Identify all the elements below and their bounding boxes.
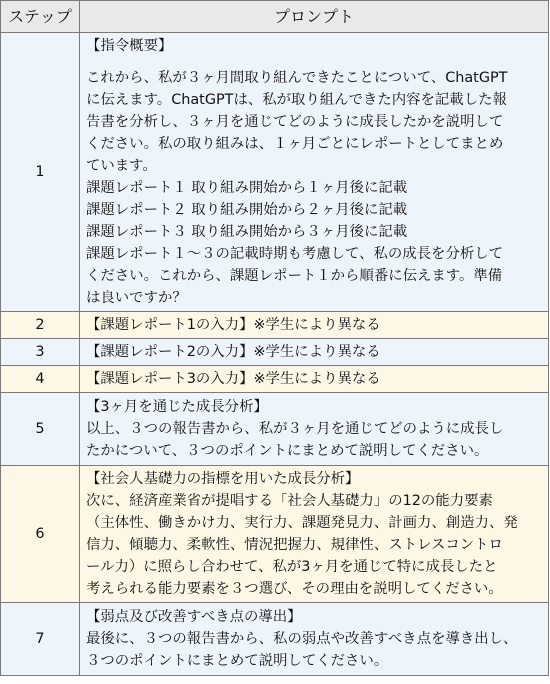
prompt-heading: 【3ヶ月を通じた成長分析】 (86, 399, 268, 415)
prompt-heading: 【指令概要】 (86, 38, 173, 54)
table-row-step-5 (1, 393, 549, 466)
step-number: 3 (1, 339, 80, 366)
prompt-note: ※学生により異なる (253, 371, 381, 387)
prompt-cell (80, 603, 549, 676)
prompt-heading: 【弱点及び改善すべき点の導出】 (86, 609, 302, 625)
table-row-step-6 (1, 466, 549, 603)
step-number: 2 (1, 312, 80, 339)
step-number: 5 (1, 393, 80, 466)
prompt-cell (80, 393, 549, 466)
prompt-body: 以上、３つの報告書から、私が３ヶ月を通じてどのように成長し たかについて、３つのポイントにまとめて説明してください。 (86, 421, 504, 459)
table-row-step-3 (1, 339, 549, 366)
prompt-heading: 【課題レポート2の入力】 (86, 344, 254, 360)
table-row-step-1 (1, 33, 549, 312)
table-row-step-7 (1, 603, 549, 676)
prompt-heading: 【社会人基礎力の指標を用いた成長分析】 (86, 471, 360, 487)
step-number: 1 (1, 33, 80, 312)
prompt-column-header: プロンプト (80, 1, 549, 33)
prompt-cell (80, 312, 549, 339)
step-column-header: ステップ (1, 1, 80, 33)
prompt-note: ※学生により異なる (253, 317, 381, 333)
prompt-cell (80, 366, 549, 393)
prompt-heading: 【課題レポート3の入力】 (86, 371, 254, 387)
step-number: 4 (1, 366, 80, 393)
prompt-heading: 【課題レポート1の入力】 (86, 317, 254, 333)
table-row-step-4 (1, 366, 549, 393)
table-header-row (1, 1, 549, 33)
prompt-body: 最後に、３つの報告書から、私の弱点や改善すべき点を導き出し、 ３つのポイントにまとめて説明してください。 (86, 631, 518, 669)
prompt-body: 次に、経済産業省が提唱する「社会人基礎力」の12の能力要素 （主体性、働きかけ力、実行力、課題発見力、計画力、創造力、発 信力、傾聴力、柔軟性、情況把握力、規律性、ストレスコントロ ール力）に照らし合わせて、私が3ヶ月を通じて特に成長したと 考えられる能力要素を３つ選び、その理由を説明してください。 (86, 493, 518, 597)
prompt-cell (80, 339, 549, 366)
prompt-body: これから、私が３ヶ月間取り組んできたことについて、ChatGPT に伝えます。ChatGPTは、私が取り組んできた内容を記載した報 告書を分析し、３ヶ月を通じてどのように成長したかを説明して ください。私の取り組みは、１ヶ月ごとにレポートとしてまとめ ています。 課題レポート１ 取り組み開始から１ヶ月後に記載 課題レポート２ 取り組み開始から２ヶ月後に記載 課題レポート３ 取り組み開始から３ヶ月後に記載 課題レポート１～３の記載時期も考慮して、私の成長を分析して ください。これから、課題レポート１から順番に伝えます。準備 は良いですか？ (86, 70, 508, 306)
table-row-step-2 (1, 312, 549, 339)
prompt-cell (80, 466, 549, 603)
prompt-cell (80, 33, 549, 312)
step-number: 6 (1, 466, 80, 603)
prompt-note: ※学生により異なる (253, 344, 381, 360)
step-number: 7 (1, 603, 80, 676)
